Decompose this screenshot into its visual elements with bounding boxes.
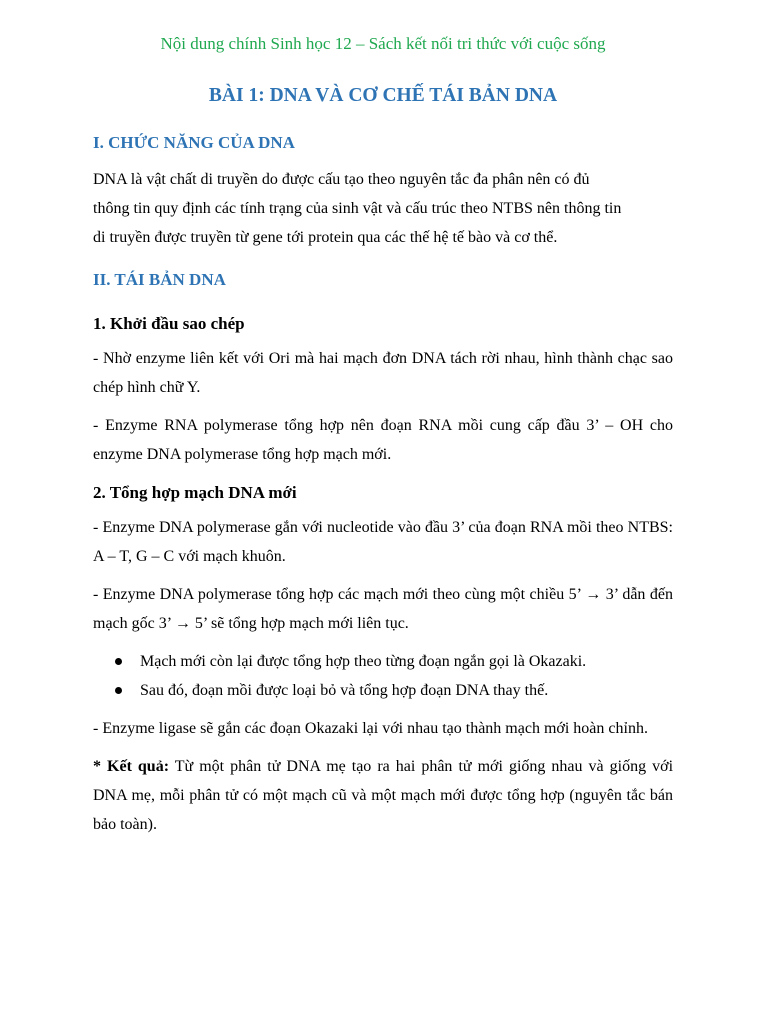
- section-1-paragraph: [93, 165, 673, 252]
- subsection-1-heading: 1. Khởi đầu sao chép: [93, 314, 245, 333]
- bullet-item: [93, 647, 673, 676]
- bullet-dot-icon: [115, 658, 122, 665]
- subsection-2-paragraph-2: - Enzyme DNA polymerase tổng hợp các mạch mới theo cùng một chiều 5’ → 3’ dẫn đến mạch gốc 3’ → 5’ sẽ tổng hợp mạch mới liên tục.: [93, 586, 673, 632]
- page-header: Nội dung chính Sinh học 12 – Sách kết nối tri thức với cuộc sống: [160, 34, 606, 53]
- subsection-2-paragraph-1: - Enzyme DNA polymerase gắn với nucleotide vào đầu 3’ của đoạn RNA mồi theo NTBS: A – T, G – C với mạch khuôn.: [93, 519, 673, 565]
- result-paragraph: [93, 752, 673, 839]
- section-1-heading: I. CHỨC NĂNG CỦA DNA: [93, 133, 295, 152]
- bullet-dot-icon: [115, 687, 122, 694]
- subsection-2-paragraph-3: - Enzyme ligase sẽ gắn các đoạn Okazaki lại với nhau tạo thành mạch mới hoàn chỉnh.: [93, 720, 648, 737]
- section-1-line-2: thông tin quy định các tính trạng của sinh vật và cấu trúc theo NTBS nên thông tin: [93, 200, 622, 217]
- bullet-text: Mạch mới còn lại được tổng hợp theo từng đoạn ngắn gọi là Okazaki.: [140, 653, 587, 670]
- lesson-title: BÀI 1: DNA VÀ CƠ CHẾ TÁI BẢN DNA: [208, 85, 558, 106]
- result-label: * Kết quả:: [93, 758, 170, 775]
- bullet-item: [93, 676, 673, 705]
- section-1-line-1: DNA là vật chất di truyền do được cấu tạo theo nguyên tắc đa phân nên có đủ: [93, 171, 590, 188]
- section-1-line-3: di truyền được truyền từ gene tới protein qua các thế hệ tế bào và cơ thể.: [93, 229, 558, 246]
- subsection-1-paragraph-1: - Nhờ enzyme liên kết với Ori mà hai mạch đơn DNA tách rời nhau, hình thành chạc sao chép hình chữ Y.: [93, 350, 673, 396]
- bullet-text: Sau đó, đoạn mồi được loại bỏ và tổng hợp đoạn DNA thay thế.: [140, 682, 549, 699]
- bullet-list: [93, 647, 673, 705]
- subsection-2-heading: 2. Tổng hợp mạch DNA mới: [93, 483, 297, 502]
- result-text: Từ một phân tử DNA mẹ tạo ra hai phân tử mới giống nhau và giống với DNA mẹ, mỗi phân tử có một mạch cũ và một mạch mới được tổng hợp (nguyên tắc bán bảo toàn).: [93, 758, 674, 833]
- subsection-1-paragraph-2: - Enzyme RNA polymerase tổng hợp nên đoạn RNA mồi cung cấp đầu 3’ – OH cho enzyme DNA polymerase tổng hợp mạch mới.: [93, 417, 673, 463]
- section-2-heading: II. TÁI BẢN DNA: [93, 270, 226, 289]
